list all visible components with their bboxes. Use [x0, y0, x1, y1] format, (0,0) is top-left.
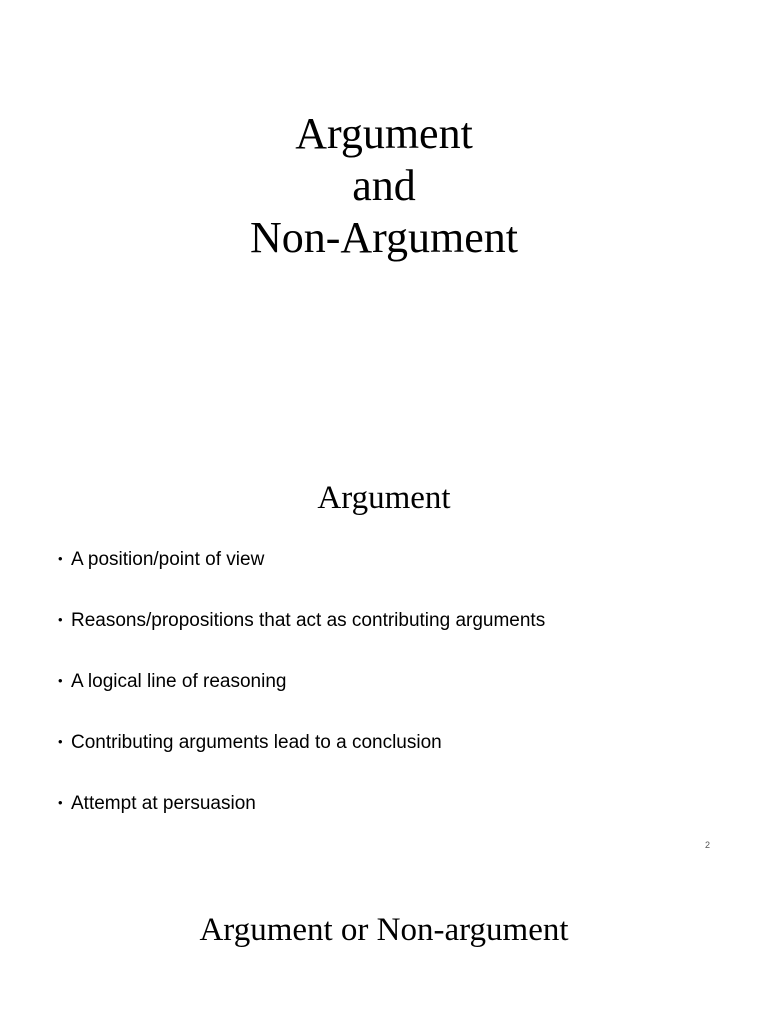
title-line: Argument [295, 109, 473, 158]
bullet-text: A position/point of view [71, 549, 265, 570]
slide-title [0, 108, 768, 264]
bullet-item [58, 791, 545, 852]
bullet-text: A logical line of reasoning [71, 671, 287, 692]
title-line: Non-Argument [249, 213, 519, 262]
bullet-text: Contributing arguments lead to a conclusion [71, 732, 442, 753]
bullet-item [58, 730, 545, 791]
argument-or-non-argument-slide [0, 860, 768, 1024]
bullet-list [58, 547, 545, 852]
bullet-item [58, 547, 545, 608]
page-number: 2 [704, 840, 710, 850]
bullet-item [58, 608, 545, 669]
slide-heading: Argument [317, 480, 451, 516]
bullet-text: Reasons/propositions that act as contributing arguments [71, 610, 546, 631]
bullet-icon: • [58, 612, 63, 627]
bullet-text: Attempt at persuasion [71, 793, 256, 814]
bullet-item [58, 669, 545, 730]
bullet-icon: • [58, 734, 63, 749]
argument-slide [0, 410, 768, 860]
bullet-icon: • [58, 551, 63, 566]
slide-heading: Argument or Non-argument [199, 912, 569, 948]
bullet-icon: • [58, 795, 63, 810]
title-line: and [352, 161, 416, 210]
title-slide [0, 0, 768, 410]
bullet-icon: • [58, 673, 63, 688]
